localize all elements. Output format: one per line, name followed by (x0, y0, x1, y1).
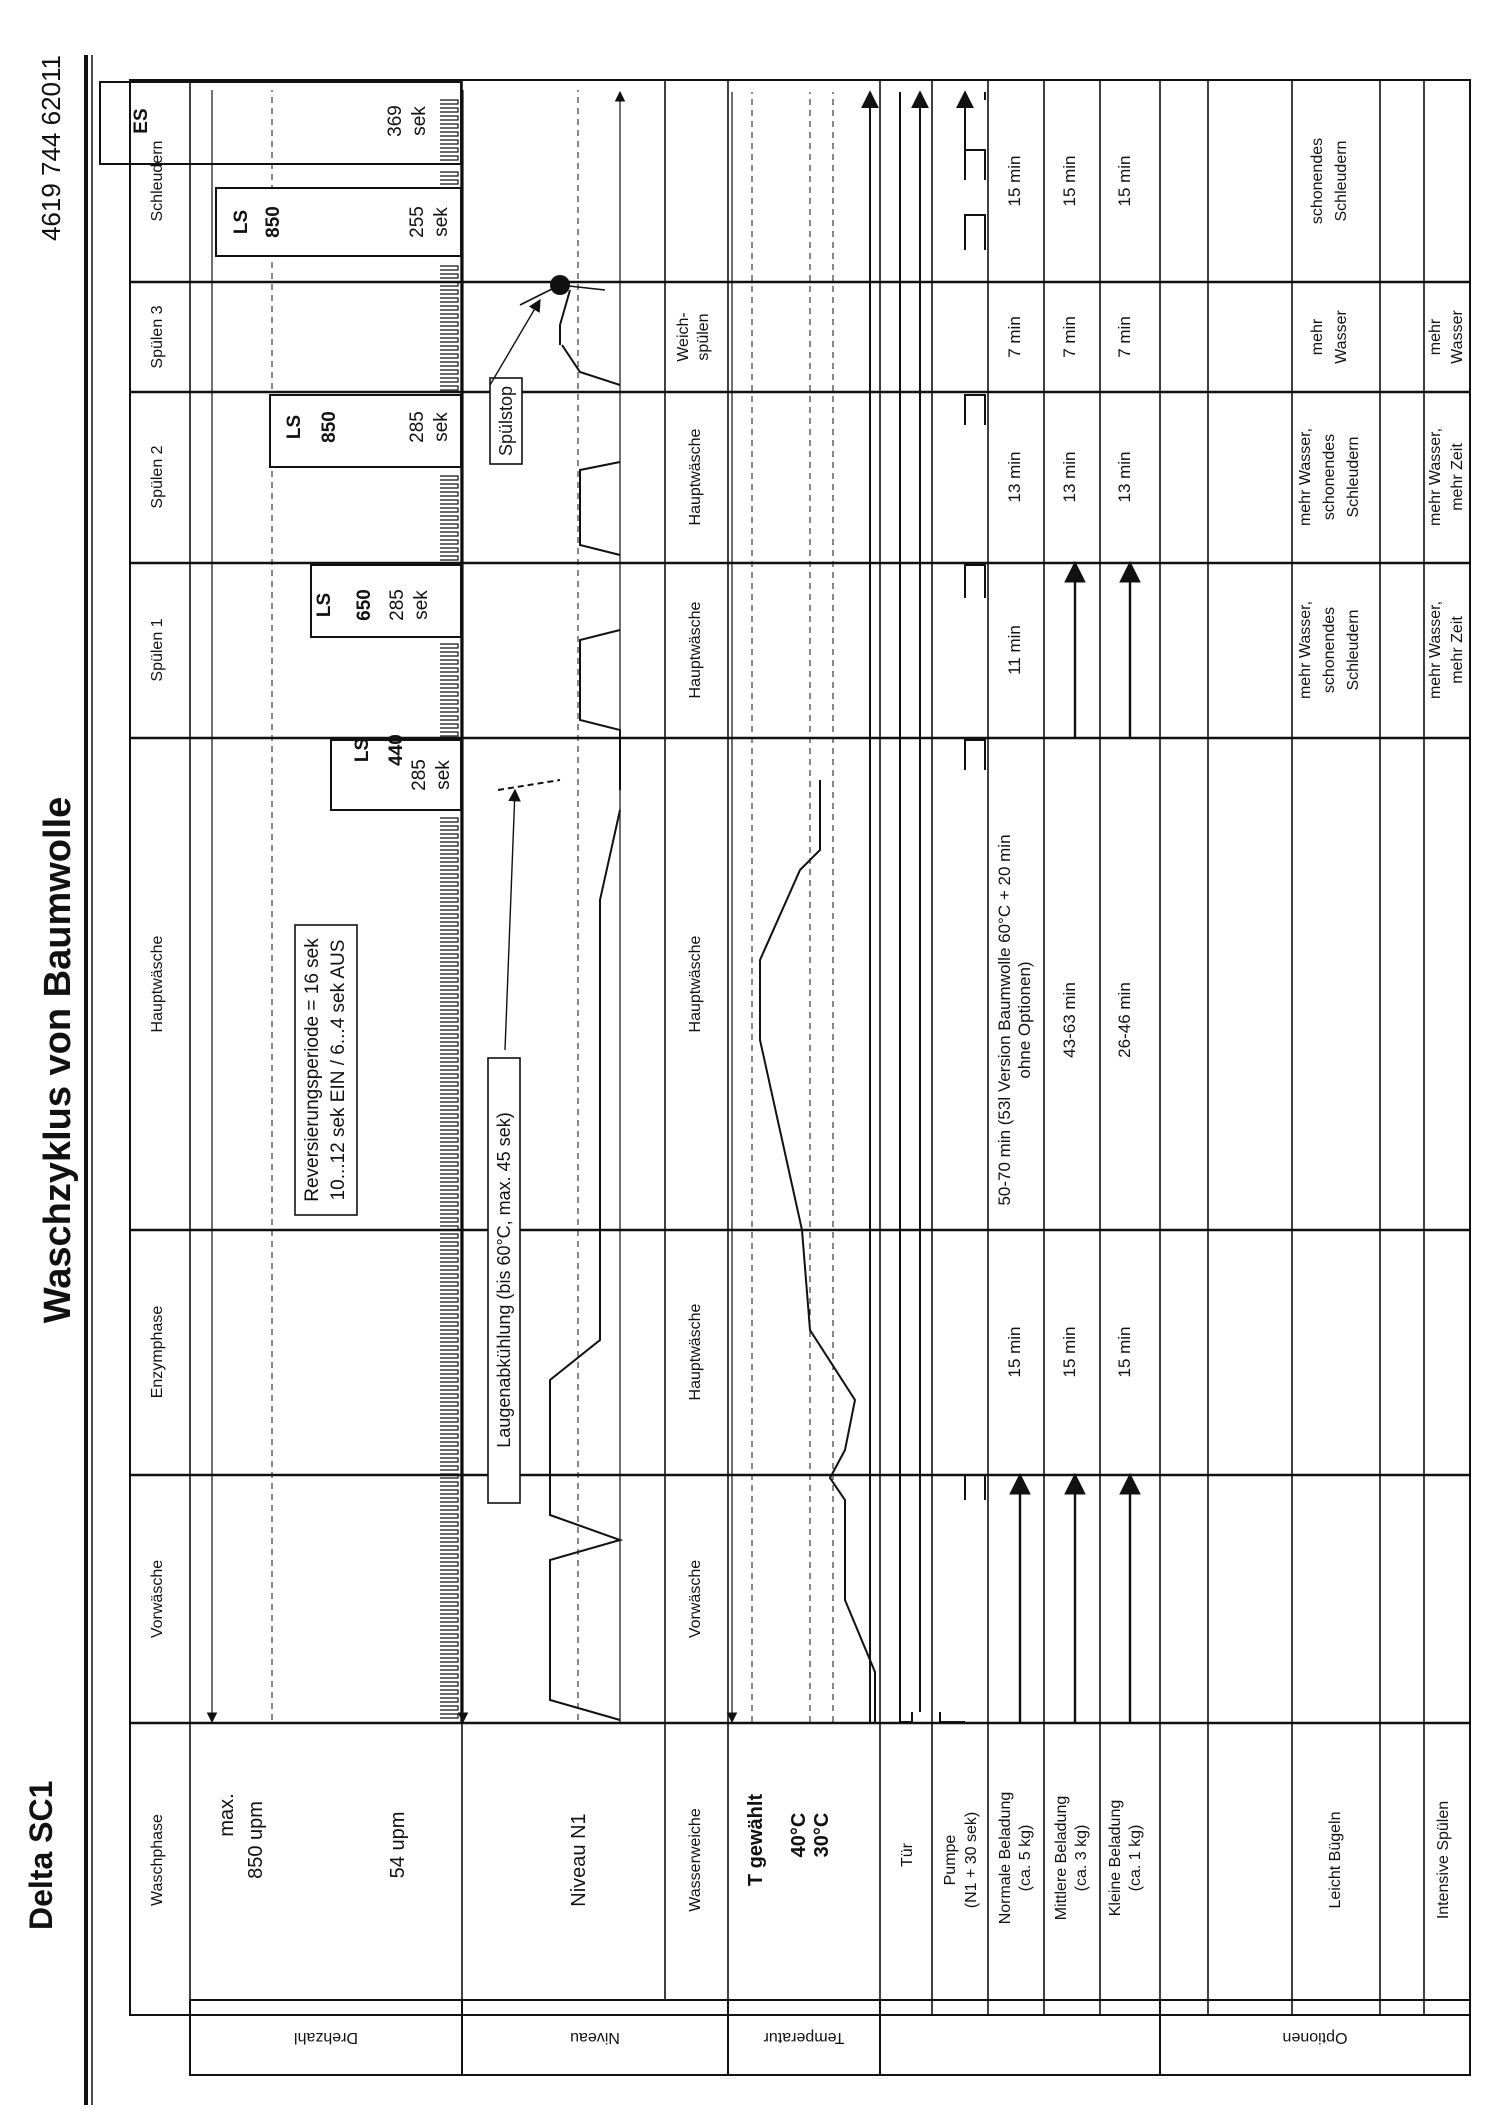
spin-box-1-time: 285 (409, 759, 430, 791)
row-lines (190, 80, 1424, 2015)
klein-label-1: Kleine Beladung (1107, 1799, 1124, 1917)
niveau-label: Niveau N1 (568, 1813, 590, 1907)
leicht-spuelen1-b: schonendes (1321, 606, 1338, 694)
spin-box-3-mode: LS (284, 414, 305, 440)
spin-box-5-mode: ES (131, 108, 152, 134)
reversierung-line-2: 10...12 sek EIN / 6...4 sek AUS (328, 939, 349, 1201)
mittel-label-2: (ca. 3 kg) (1073, 1824, 1090, 1892)
spin-box-4-time: 255 (407, 206, 428, 238)
normal-spuelen-1: 11 min (1005, 625, 1024, 675)
door-line (900, 92, 912, 1722)
klein-spuelen-2: 13 min (1115, 451, 1134, 503)
wasserweiche-vorwaesche: Vorwäsche (687, 1559, 704, 1639)
drehzahl-max-label: max. (216, 1793, 238, 1837)
spin-box-4-rpm: 850 (263, 206, 284, 238)
spin-box-1-mode: LS (352, 737, 373, 763)
leicht-spuelen1-c: Schleudern (1345, 609, 1362, 691)
side-label-drehzahl: Drehzahl (293, 2029, 359, 2046)
temp-40-label: 40°C (788, 1812, 810, 1858)
leicht-spuelen2-c: Schleudern (1345, 436, 1362, 518)
normal-enzym: 15 min (1005, 1326, 1024, 1378)
mittel-spuelen-3: 7 min (1060, 316, 1079, 358)
intensiv-spuelen2-a: mehr Wasser, (1427, 427, 1444, 527)
mittel-spuelen-2: 13 min (1060, 451, 1079, 503)
phase-enzymphase: Enzymphase (149, 1305, 166, 1399)
leicht-spuelen2-b: schonendes (1321, 433, 1338, 521)
wasserweiche-spuelen-3a: Weich- (675, 312, 692, 362)
tumble-pulse-segment (440, 476, 458, 560)
spin-box-4-unit: sek (431, 207, 452, 237)
side-label-niveau: Niveau (570, 2029, 620, 2046)
leicht-schleudern-b: Schleudern (1333, 140, 1350, 222)
phase-hauptwaesche: Hauptwäsche (149, 935, 166, 1033)
leicht-schleudern-a: schonendes (1309, 137, 1326, 225)
tumble-pulse-segment (440, 100, 458, 160)
wasserweiche-haupt: Hauptwäsche (687, 935, 704, 1033)
side-label-temperatur: Temperatur (763, 2029, 845, 2046)
intensive-spuelen-label: Intensive Spülen (1435, 1800, 1452, 1920)
spin-box-1-rpm: 440 (386, 734, 407, 766)
spuelstop-label: Spülstop (496, 385, 516, 457)
intensiv-spuelen1-b: mehr Zeit (1449, 616, 1466, 684)
spin-box-2-rpm: 650 (354, 589, 375, 621)
tuer-label: Tür (899, 1843, 916, 1867)
klein-label-2: (ca. 1 kg) (1127, 1824, 1144, 1892)
spin-box-3-unit: sek (431, 412, 452, 442)
intensiv-spuelen3-a: mehr (1427, 318, 1444, 356)
spuelstop-arrow (490, 300, 540, 385)
wasserweiche-enzym: Hauptwäsche (687, 1303, 704, 1401)
klein-spuelen-3: 7 min (1115, 316, 1134, 358)
phase-schleudern: Schleudern (149, 140, 166, 222)
row-label-waschphase: Waschphase (149, 1814, 166, 1906)
klein-haupt: 26-46 min (1115, 982, 1134, 1058)
leicht-buegeln-label: Leicht Bügeln (1327, 1811, 1344, 1909)
pumpe-label-2: (N1 + 30 sek) (963, 1811, 980, 1909)
tumble-pulse-segment (440, 818, 458, 1718)
spin-box-1 (331, 734, 461, 810)
spin-box-4-mode: LS (231, 209, 252, 235)
drehzahl-54-label: 54 upm (387, 1811, 409, 1879)
normal-haupt-1: 50-70 min (53l Version Baumwolle 60°C + 20 min (995, 834, 1014, 1206)
normal-schleudern: 15 min (1005, 155, 1024, 207)
spin-box-3 (270, 395, 461, 467)
wasserweiche-spuelen-3b: spülen (695, 313, 712, 361)
temp-selected-label: T gewählt (745, 1793, 767, 1887)
normal-spuelen-3: 7 min (1005, 316, 1024, 358)
tumble-pulse-segment (440, 644, 458, 736)
spin-box-3-time: 285 (407, 411, 428, 443)
normal-haupt-2: ohne Optionen) (1015, 961, 1034, 1079)
spin-box-2-time: 285 (387, 589, 408, 621)
temp-30-label: 30°C (811, 1812, 833, 1858)
phase-vorwaesche: Vorwäsche (149, 1559, 166, 1639)
leicht-spuelen2-a: mehr Wasser, (1297, 427, 1314, 527)
intensiv-spuelen1-a: mehr Wasser, (1427, 600, 1444, 700)
normal-spuelen-2: 13 min (1005, 451, 1024, 503)
lauge-dashed (498, 780, 560, 790)
leicht-spuelen3-b: Wasser (1333, 310, 1350, 364)
niveau-curve (550, 345, 620, 1720)
mittel-label-1: Mittlere Beladung (1053, 1795, 1070, 1921)
intensiv-spuelen3-b: Wasser (1449, 310, 1466, 364)
wasserweiche-label: Wasserweiche (687, 1808, 704, 1912)
klein-schleudern: 15 min (1115, 155, 1134, 207)
wasserweiche-spuelen-2: Hauptwäsche (687, 428, 704, 526)
mittel-schleudern: 15 min (1060, 155, 1079, 207)
spin-box-2 (311, 565, 461, 637)
leicht-spuelen3-a: mehr (1309, 318, 1326, 356)
phase-spuelen-2: Spülen 2 (149, 445, 166, 509)
normal-label-2: (ca. 5 kg) (1017, 1824, 1034, 1892)
side-label-optionen: Optionen (1282, 2029, 1348, 2046)
drehzahl-850-label: 850 upm (245, 1801, 267, 1879)
spin-box-1-unit: sek (433, 760, 454, 790)
intensiv-spuelen2-b: mehr Zeit (1449, 443, 1466, 511)
spin-box-2-unit: sek (411, 590, 432, 620)
leicht-spuelen1-a: mehr Wasser, (1297, 600, 1314, 700)
lauge-arrow (505, 790, 515, 1050)
spin-box-5-unit: sek (409, 106, 430, 136)
spin-box-4 (216, 188, 461, 256)
page-title: Waschzyklus von Baumwolle (37, 796, 79, 1324)
spin-box-2-mode: LS (314, 592, 335, 618)
temperature-curve (760, 780, 875, 1722)
wasserweiche-spuelen-1: Hauptwäsche (687, 601, 704, 699)
pump-pulses (940, 92, 985, 1722)
mittel-haupt: 43-63 min (1060, 982, 1079, 1058)
phase-spuelen-3: Spülen 3 (149, 305, 166, 369)
spin-box-5-time: 369 (385, 105, 406, 137)
tumble-pulse-segment (440, 266, 458, 390)
model-label: Delta SC1 (23, 1780, 59, 1930)
normal-label-1: Normale Beladung (997, 1791, 1014, 1925)
doc-number: 4619 744 62011 (36, 55, 66, 242)
phase-spuelen-1: Spülen 1 (149, 618, 166, 682)
lauge-label: Laugenabkühlung (bis 60°C, max. 45 sek) (494, 1112, 514, 1448)
pumpe-label-1: Pumpe (942, 1834, 959, 1886)
mittel-enzym: 15 min (1060, 1326, 1079, 1378)
spin-box-3-rpm: 850 (319, 411, 340, 443)
klein-enzym: 15 min (1115, 1326, 1134, 1378)
reversierung-line-1: Reversierungsperiode = 16 sek (302, 938, 323, 1202)
